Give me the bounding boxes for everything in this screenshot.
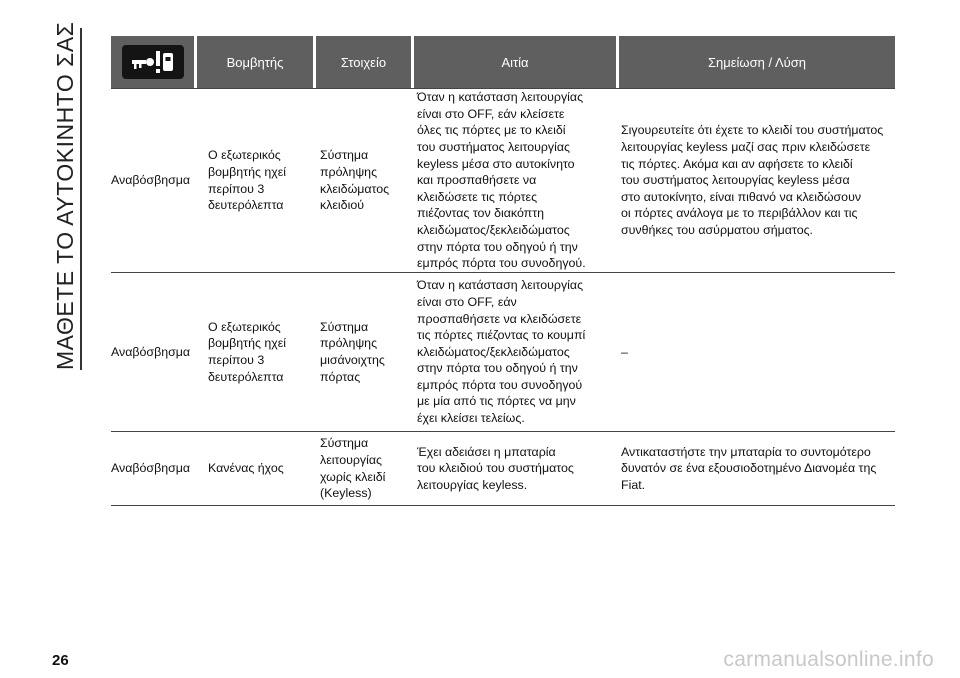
side-divider [80,28,82,370]
table-row [111,432,895,506]
header-item: Στοιχείο [316,36,411,88]
section-side-title: ΜΑΘΕΤΕ ΤΟ ΑΥΤΟΚΙΝΗΤΟ ΣΑΣ [52,21,78,370]
cell-buzzer: Αναβόσβησμα [111,344,191,359]
cell-buzzer: Αναβόσβησμα [111,461,191,476]
cell-note: Σιγουρευτείτε ότι έχετε το κλειδί του συστήματος λειτουργίας keyless μαζί σας πριν κλειδώσετε τις πόρτες. Ακόμα και αν αφήσετε το κλειδί του συστήματος λειτουργίας keyless μέσα στο αυτοκίνητο, είναι πιθανό να κλειδώσουν οι πόρτες ανάλογα με το περιβάλλον και τις συνθήκες του ασύρματου σήματος. [621,123,884,237]
cell-cause: Όταν η κατάσταση λειτουργίας είναι στο OFF, εάν προσπαθήσετε να κλειδώσετε τις πόρτες πιέζοντας το κουμπί κλειδώματος/ξεκλειδώματος στην πόρτα του οδηγού ή την εμπρός πόρτα του συνοδηγού με μία από τις πόρτες να μην έχει κλείσει τελείως. [417,278,586,426]
cell-cause: Έχει αδειάσει η μπαταρία του κλειδιού του συστήματος λειτουργίας keyless. [417,444,574,492]
keyfob-alert-icon [122,45,184,79]
watermark: carmanualsonline.info [723,648,934,671]
header-icon-cell [111,36,194,88]
cell-system: Σύστημα πρόληψης μισάνοιχτης πόρτας [320,319,385,384]
header-buzzer: Βομβητής [197,36,313,88]
cell-cause: Όταν η κατάσταση λειτουργίας είναι στο OFF, εάν κλείσετε όλες τις πόρτες με το κλειδί του συστήματος λειτουργίας keyless μέσα στο αυτοκίνητο και προσπαθήσετε να κλειδώσετε τις πόρτες πιέζοντας τον διακόπτη κλειδώματος/ξεκλειδώματος στην πόρτα του οδηγού ή την εμπρός πόρτα του συνοδηγού. [417,90,586,271]
page-number: 26 [52,652,69,669]
table-row [111,273,895,432]
header-cause: Αιτία [414,36,616,88]
cell-system: Σύστημα πρόληψης κλειδώματος κλειδιού [320,148,390,213]
cell-buzzer: Αναβόσβησμα [111,173,191,188]
cell-note: Αντικαταστήστε την μπαταρία το συντομότερο δυνατόν σε ένα εξουσιοδοτημένο Διανομέα της Fiat. [621,444,877,492]
table-row [111,88,895,273]
cell-item: Ο εξωτερικός βομβητής ηχεί περίπου 3 δευτερόλεπτα [208,319,287,384]
cell-item: Ο εξωτερικός βομβητής ηχεί περίπου 3 δευτερόλεπτα [208,148,287,213]
cell-note: – [621,344,628,359]
header-note-solution: Σημείωση / Λύση [619,36,895,88]
cell-item: Κανένας ήχος [208,461,284,476]
cell-system: Σύστημα λειτουργίας χωρίς κλειδί (Keyless) [320,436,386,501]
buzzer-table [111,36,895,506]
table-header [111,36,895,88]
